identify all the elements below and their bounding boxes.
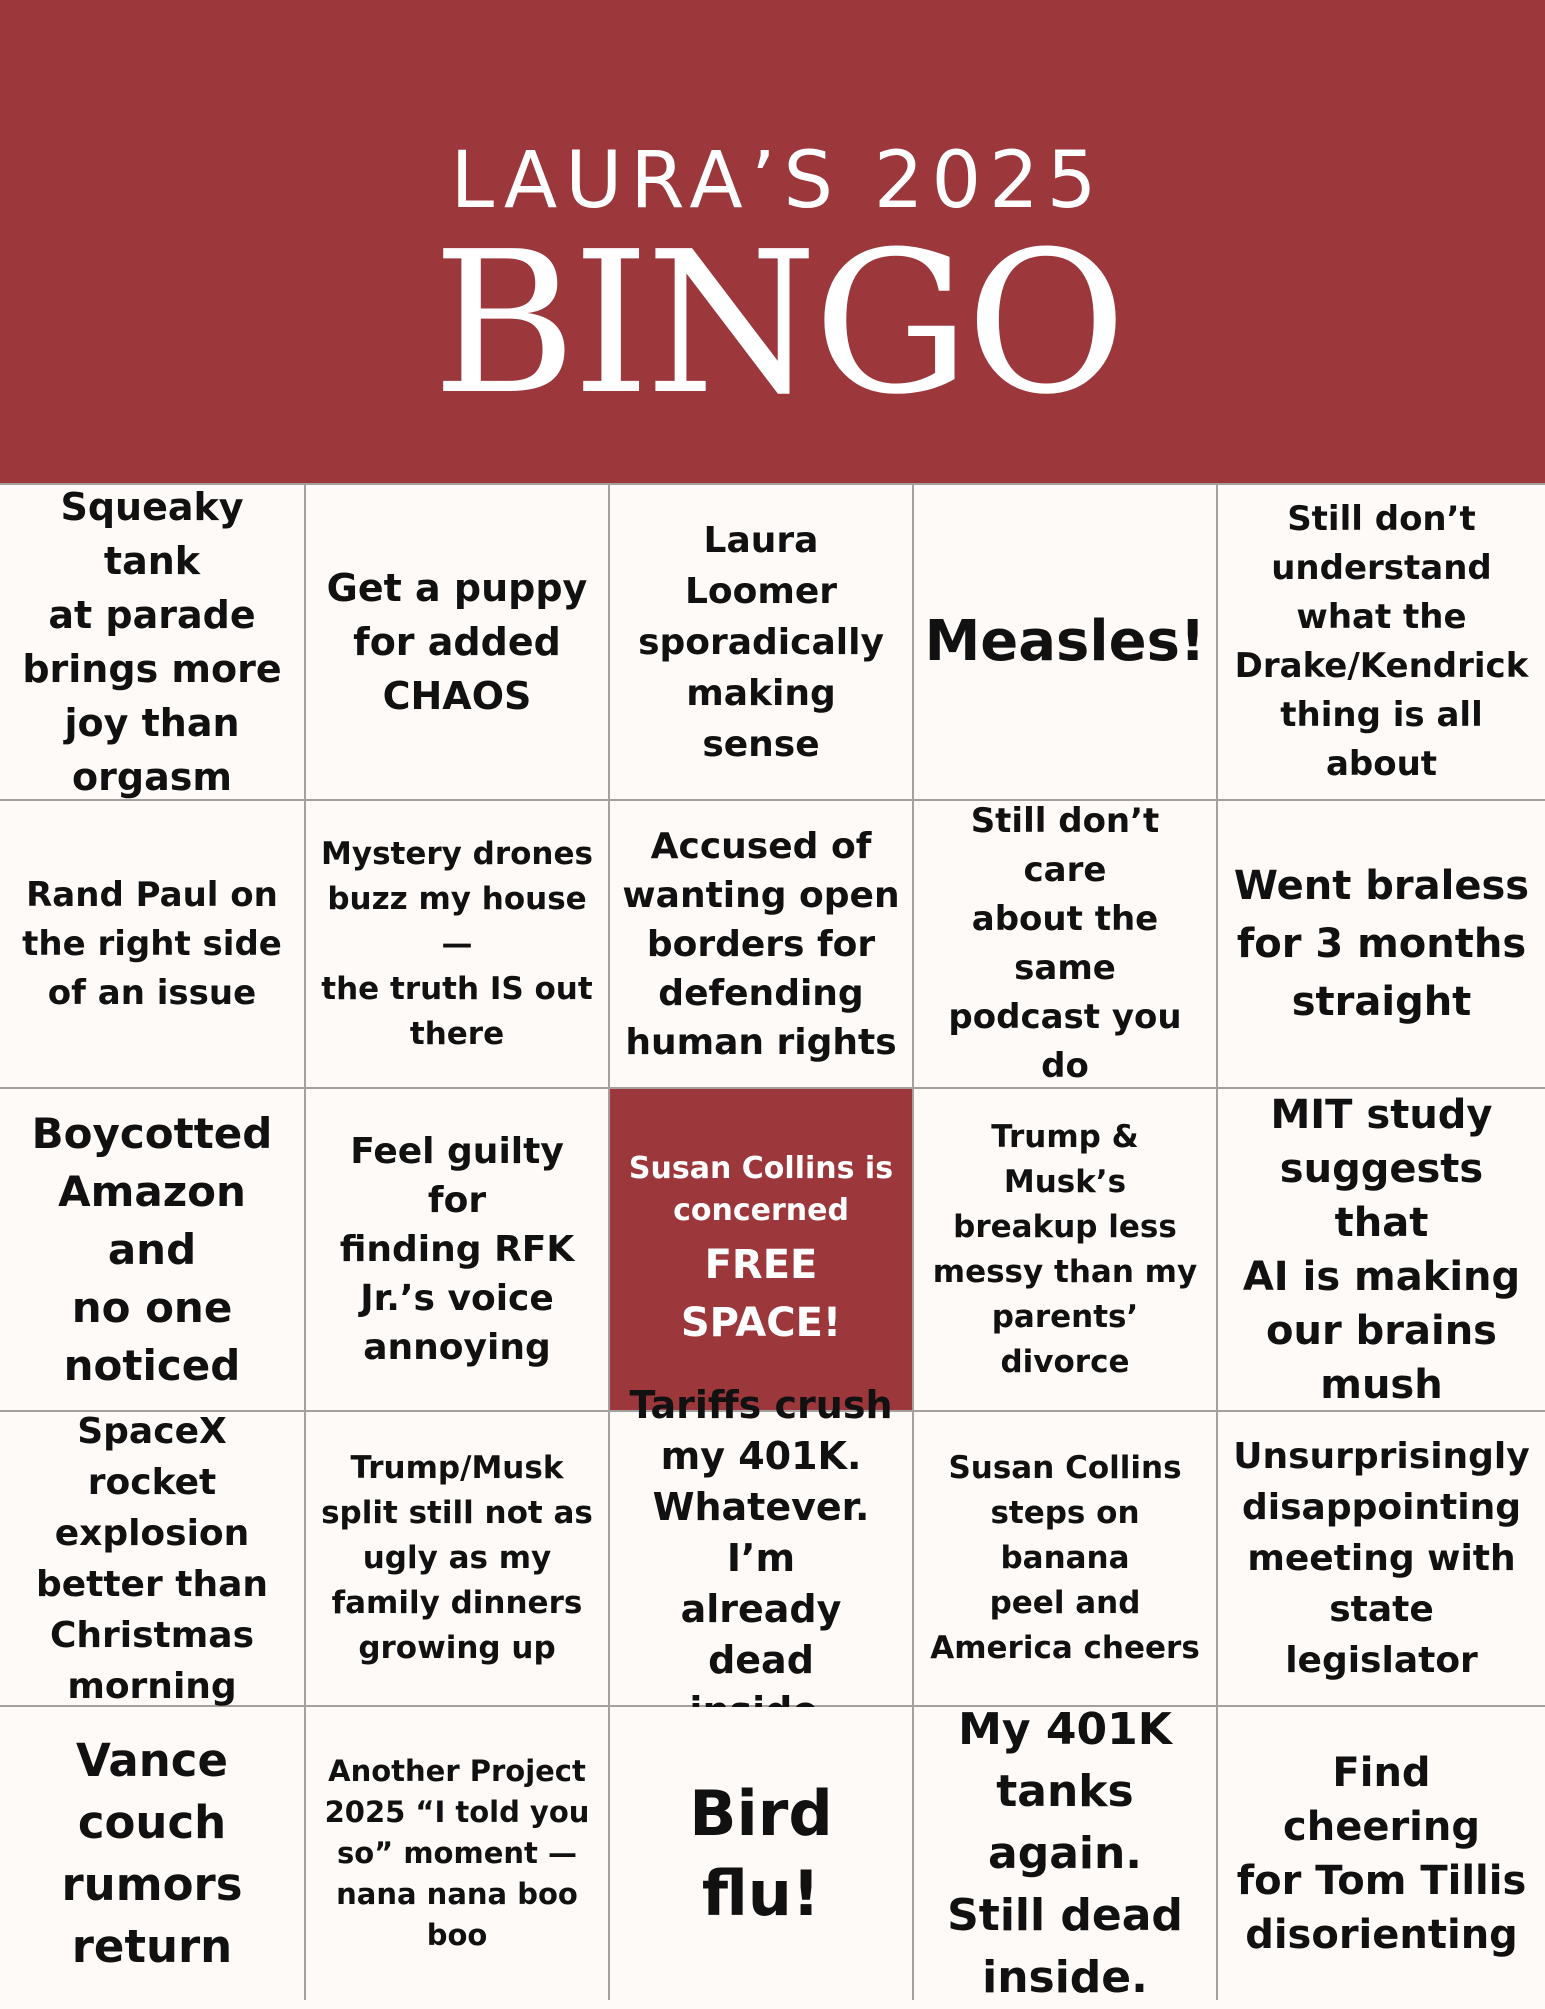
free-space-label: FREE SPACE! <box>680 1241 842 1346</box>
bingo-cell-text: Susan Collins steps on banana peel and America cheers <box>930 1450 1200 1666</box>
bingo-board <box>0 483 1545 2003</box>
bingo-cell[interactable] <box>0 1089 304 1410</box>
bingo-cell[interactable] <box>1218 1707 1545 2000</box>
bingo-cell[interactable] <box>1218 1089 1545 1410</box>
bingo-cell[interactable] <box>914 485 1216 799</box>
bingo-cell-text: Mystery drones buzz my house — the truth IS out there <box>321 835 593 1052</box>
bingo-cell-text: Trump/Musk split still not as ugly as my family dinners growing up <box>321 1450 593 1666</box>
bingo-cell-text: Trump & Musk’s breakup less messy than my parents’ divorce <box>932 1118 1198 1380</box>
bingo-cell-text: Laura Loomer sporadically making sense <box>638 519 884 765</box>
bingo-cell[interactable] <box>0 485 304 799</box>
page-subtitle: LAURA’S 2025 <box>450 136 1105 226</box>
bingo-cell-text: Squeaky tank at parade brings more joy than orgasm <box>22 485 282 799</box>
bingo-cell-text: Get a puppy for added CHAOS <box>326 566 588 718</box>
bingo-cell[interactable] <box>914 1412 1216 1705</box>
header-banner <box>0 0 1545 483</box>
bingo-cell[interactable] <box>914 801 1216 1087</box>
bingo-cell-text: Rand Paul on the right side of an issue <box>22 874 282 1013</box>
bingo-cell[interactable] <box>610 801 912 1087</box>
bingo-cell-text: Feel guilty for finding RFK Jr.’s voice annoying <box>339 1131 575 1368</box>
bingo-cell-text: My 401K tanks again. Still dead inside. <box>947 1703 1183 2003</box>
bingo-cell-text: SpaceX rocket explosion better than Christmas morning <box>35 1410 269 1707</box>
bingo-cell[interactable] <box>610 1707 912 2000</box>
bingo-cell[interactable] <box>1218 1412 1545 1705</box>
bingo-cell[interactable] <box>0 1707 304 2000</box>
bingo-cell[interactable] <box>306 1707 608 2000</box>
bingo-cell-text: Bird flu! <box>689 1776 833 1930</box>
bingo-cell[interactable] <box>306 801 608 1087</box>
bingo-cell[interactable] <box>0 1412 304 1705</box>
bingo-cell-text: Still don’t understand what the Drake/Kendrick thing is all about <box>1234 499 1529 784</box>
bingo-cell-text: Tariffs crush my 401K. Whatever. I’m already dead <box>629 1383 893 1682</box>
bingo-cell-text: MIT study suggests that AI is making our brains mush <box>1242 1091 1521 1408</box>
page-title: BINGO <box>432 210 1123 438</box>
bingo-cell-text: Find cheering for Tom Tillis disorienting <box>1236 1749 1527 1958</box>
bingo-cell[interactable] <box>914 1089 1216 1410</box>
bingo-cell[interactable] <box>1218 485 1545 799</box>
free-space-cell[interactable] <box>610 1089 912 1410</box>
bingo-cell[interactable] <box>306 485 608 799</box>
bingo-cell[interactable] <box>0 801 304 1087</box>
bingo-cell[interactable] <box>306 1089 608 1410</box>
bingo-cell-text: Measles! <box>924 609 1206 674</box>
bingo-cell-text: Accused of wanting open borders for defending human rights <box>622 825 900 1063</box>
bingo-cell[interactable] <box>914 1703 1216 2003</box>
bingo-cell-text: Vance couch rumors return <box>61 1733 243 1973</box>
bingo-cell[interactable] <box>1218 801 1545 1087</box>
bingo-cell-text: Another Project 2025 “I told you so” moment — nana nana boo boo <box>324 1754 590 1952</box>
bingo-cell[interactable] <box>610 485 912 799</box>
bingo-cell-text: Went braless for 3 months straight <box>1233 863 1530 1025</box>
bingo-cell-text: Still don’t care about the same podcast you do <box>948 801 1182 1086</box>
free-space-caption: Susan Collins is concerned <box>628 1150 894 1228</box>
bingo-cell[interactable] <box>610 1383 912 1705</box>
bingo-cell[interactable] <box>306 1412 608 1705</box>
bingo-cell-text: Boycotted Amazon and no one noticed <box>31 1108 273 1390</box>
bingo-cell-text: Unsurprisingly disappointing meeting with state legislator <box>1233 1436 1530 1681</box>
